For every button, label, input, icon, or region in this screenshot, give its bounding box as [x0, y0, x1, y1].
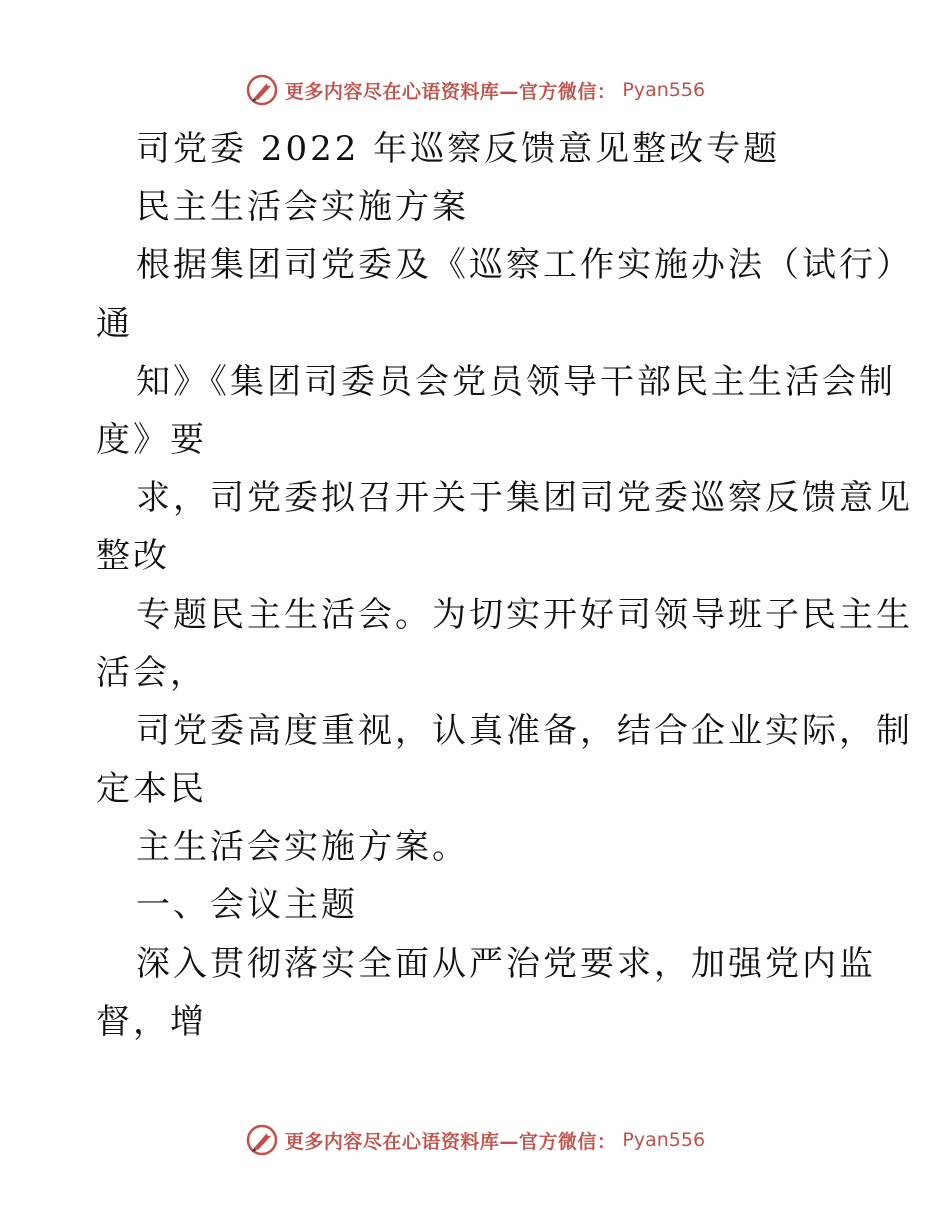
footer-watermark: [0, 1120, 950, 1160]
text-line: 求，司党委拟召开关于集团司党委巡察反馈意见: [136, 478, 913, 519]
watermark-wechat-id: Pyan556: [622, 79, 706, 101]
text-line: 知》《集团司委员会党员领导干部民主生活会制: [136, 361, 896, 402]
text-line: 民主生活会实施方案: [136, 187, 469, 228]
text-line: 度》要: [96, 419, 207, 460]
text-line: 主生活会实施方案。: [136, 827, 469, 868]
text-line: 整改: [96, 536, 170, 577]
pen-logo-icon: [245, 73, 279, 107]
text-line: 根据集团司党委及《巡察工作实施办法（试行）: [136, 245, 913, 286]
text-line: 督，增: [96, 1001, 207, 1042]
text-line: 专题民主生活会。为切实开好司领导班子民主生: [136, 594, 913, 635]
text-line: 司党委高度重视，认真准备，结合企业实际，制: [136, 710, 913, 751]
pen-logo-icon: [245, 1123, 279, 1157]
section-heading: 一、会议主题: [136, 885, 358, 926]
text-line: 司党委 2022 年巡察反馈意见整改专题: [136, 129, 781, 169]
text-line: 通: [96, 303, 133, 344]
watermark-text: 更多内容尽在心语资料库—官方微信：: [284, 1130, 617, 1153]
text-line: 深入贯彻落实全面从严治党要求，加强党内监: [136, 943, 876, 984]
header-watermark: [0, 70, 950, 110]
watermark-wechat-id: Pyan556: [622, 1129, 706, 1151]
text-line: 活会，: [96, 652, 207, 693]
document-body: [96, 120, 913, 1051]
text-line: 定本民: [96, 769, 207, 810]
watermark-text: 更多内容尽在心语资料库—官方微信：: [284, 80, 617, 103]
